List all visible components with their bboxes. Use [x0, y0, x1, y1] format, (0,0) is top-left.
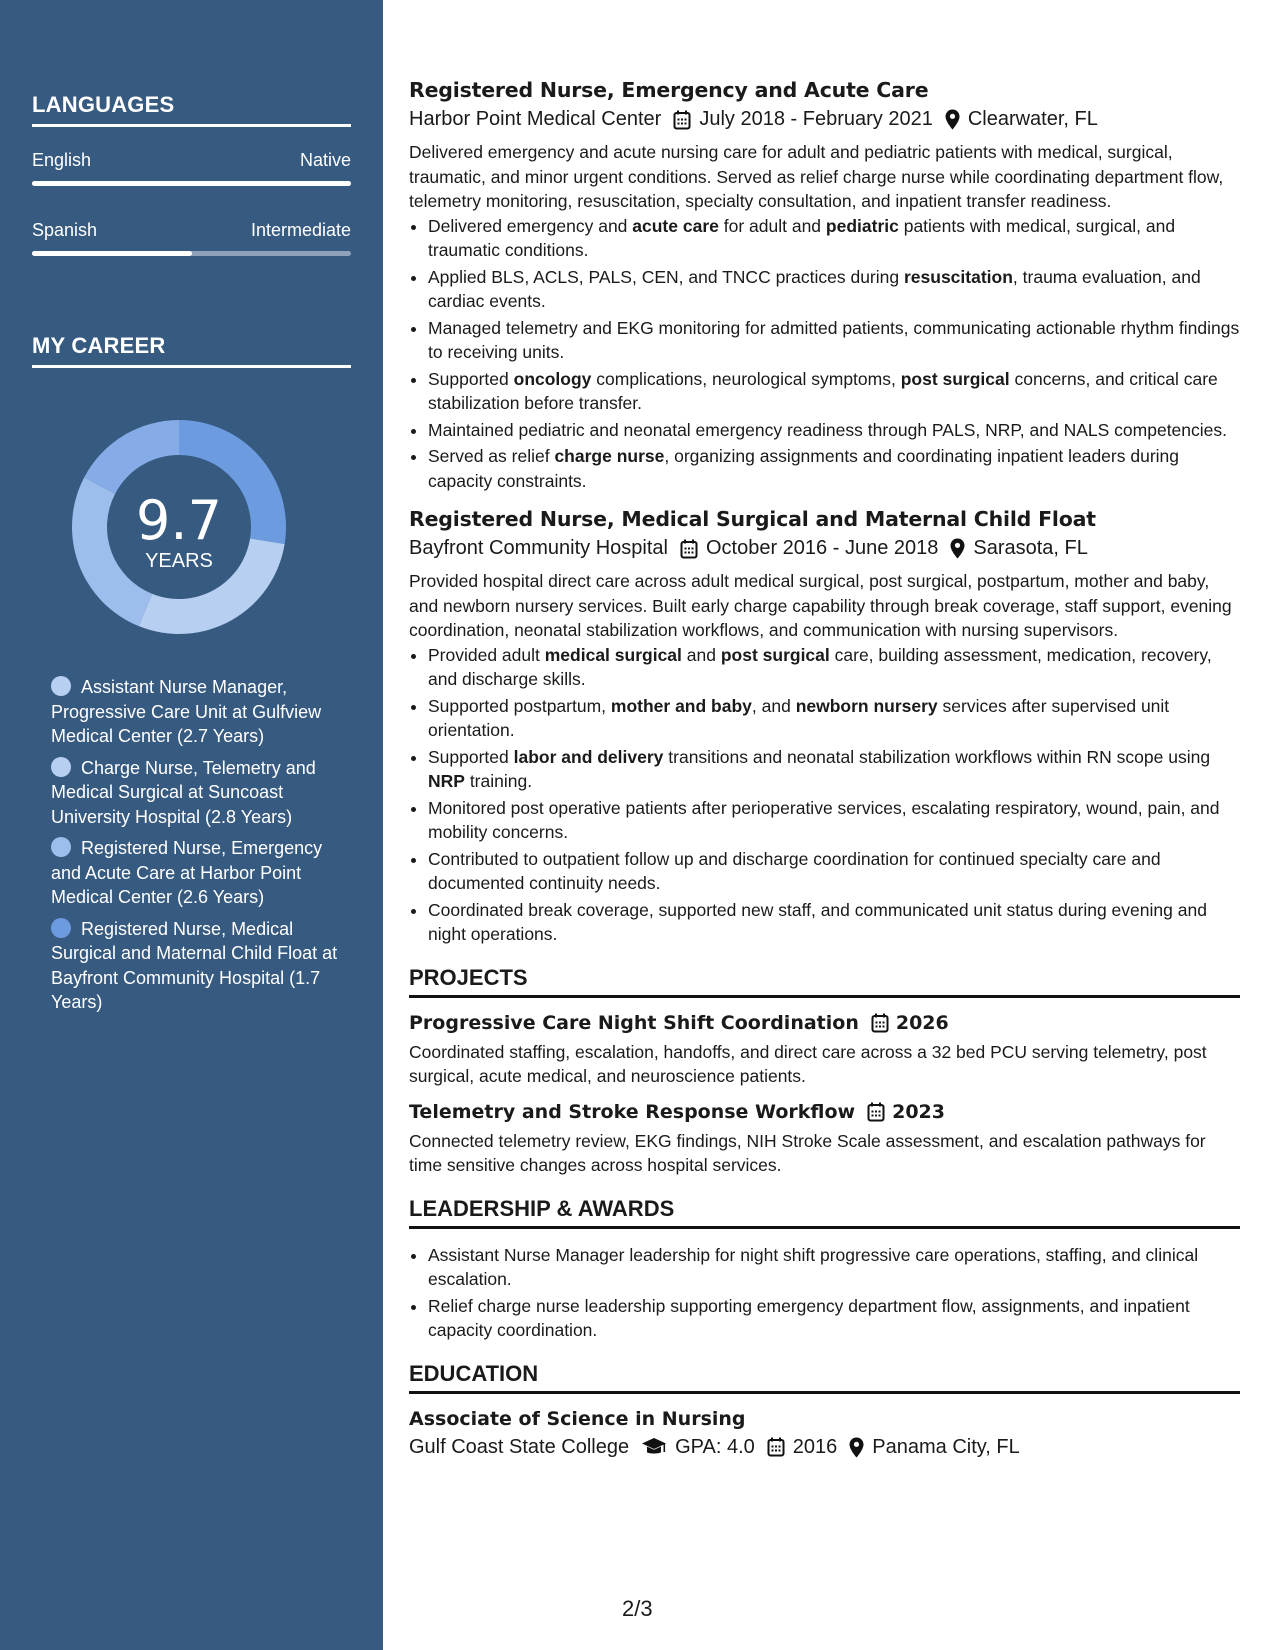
- education-heading: EDUCATION: [409, 1361, 1240, 1394]
- project-title-row: [409, 1101, 1240, 1123]
- job-meta: [409, 108, 1240, 131]
- job-bullets: [409, 214, 1240, 494]
- projects-heading: PROJECTS: [409, 965, 1240, 998]
- leadership-bullets: [409, 1243, 1240, 1343]
- career-item: [51, 756, 341, 830]
- career-item: [51, 675, 341, 749]
- graduation-cap-icon: [641, 1437, 667, 1457]
- bullet-item: • Supported labor and delivery transitions and neonatal stabilization workflows within RN scope using NRP training.: [428, 745, 1240, 794]
- language-name: English: [32, 150, 92, 170]
- school: Gulf Coast State College: [409, 1435, 630, 1458]
- career-item-text: Registered Nurse, Medical Surgical and Maternal Child Float at Bayfront Community Hospital (1.7 Years): [51, 918, 338, 1012]
- bullet-item: • Provided adult medical surgical and post surgical care, building assessment, medication, recovery, and discharge skills.: [428, 643, 1240, 692]
- employer: Bayfront Community Hospital: [409, 537, 668, 559]
- calendar-icon: [867, 1102, 885, 1122]
- project-title: Telemetry and Stroke Response Workflow: [409, 1100, 856, 1123]
- project-title: Progressive Care Night Shift Coordination: [409, 1011, 859, 1034]
- bullet-item: • Served as relief charge nurse, organizing assignments and coordinating inpatient leaders during capacity constraints.: [428, 444, 1240, 493]
- calendar-icon: [767, 1437, 785, 1457]
- career-heading: MY CAREER: [32, 333, 351, 368]
- education-meta: [409, 1436, 1240, 1459]
- location-pin-icon: [950, 538, 965, 559]
- bullet-item: • Monitored post operative patients after perioperative services, escalating respiratory, wound, pain, and mobility concerns.: [428, 796, 1240, 845]
- career-item-text: Registered Nurse, Emergency and Acute Care at Harbor Point Medical Center (2.6 Years): [51, 838, 323, 907]
- bullet-item: • Delivered emergency and acute care for adult and pediatric patients with medical, surgical, and traumatic conditions.: [428, 214, 1240, 263]
- project-item: [409, 1101, 1240, 1178]
- calendar-icon: [871, 1013, 889, 1033]
- language-level: Intermediate: [250, 220, 351, 240]
- bullet-item: • Maintained pediatric and neonatal emergency readiness through PALS, NRP, and NALS competencies.: [428, 418, 1240, 443]
- job-meta: [409, 537, 1240, 560]
- degree: Associate of Science in Nursing: [409, 1407, 746, 1430]
- language-spanish: [32, 220, 351, 256]
- school-location: Panama City, FL: [872, 1435, 1020, 1458]
- project-description: Coordinated staffing, escalation, handoffs, and direct care across a 32 bed PCU serving telemetry, post surgical, acute medical, and neuroscience patients.: [409, 1041, 1207, 1086]
- bullet-item: • Contributed to outpatient follow up and discharge coordination for continued specialty care and documented continuity needs.: [428, 847, 1240, 896]
- career-donut-chart: [67, 415, 291, 639]
- location-pin-icon: [849, 1437, 864, 1458]
- job-title: Registered Nurse, Medical Surgical and Maternal Child Float: [409, 507, 1096, 531]
- project-year: 2023: [892, 1100, 945, 1123]
- education-section: [409, 1361, 1240, 1459]
- leadership-item: • Assistant Nurse Manager leadership for night shift progressive care operations, staffing, and clinical escalation.: [428, 1243, 1240, 1292]
- sidebar: [0, 0, 383, 1650]
- language-bar-fill: [32, 181, 351, 186]
- career-list: [51, 675, 341, 1022]
- bullet-item: • Supported oncology complications, neurological symptoms, post surgical concerns, and critical care stabilization before transfer.: [428, 367, 1240, 416]
- career-item: [51, 836, 341, 910]
- language-level: Native: [299, 150, 351, 170]
- language-bar: [32, 181, 351, 186]
- bullet-item: • Supported postpartum, mother and baby, and newborn nursery services after supervised unit orientation.: [428, 694, 1240, 743]
- job-location: Sarasota, FL: [973, 537, 1088, 559]
- donut-segment: [84, 420, 179, 494]
- leadership-section: [409, 1196, 1240, 1343]
- career-dot: [51, 837, 71, 857]
- job-dates: July 2018 - February 2021: [699, 108, 933, 130]
- gpa: GPA: 4.0: [675, 1435, 755, 1458]
- job-bullets: [409, 643, 1240, 947]
- location-pin-icon: [945, 109, 960, 130]
- project-item: [409, 1012, 1240, 1089]
- project-year: 2026: [895, 1011, 949, 1034]
- career-total-unit: YEARS: [145, 550, 213, 572]
- project-title-row: [409, 1012, 1240, 1034]
- job-entry: [409, 507, 1240, 947]
- calendar-icon: [673, 110, 691, 130]
- projects-section: [409, 965, 1240, 1178]
- page-number: 2/3: [622, 1596, 653, 1621]
- career-total-value: 9.7: [136, 489, 222, 552]
- language-english: [32, 150, 351, 186]
- leadership-heading: LEADERSHIP & AWARDS: [409, 1196, 1240, 1229]
- leadership-item: • Relief charge nurse leadership supporting emergency department flow, assignments, and inpatient capacity coordination.: [428, 1294, 1240, 1343]
- career-dot: [51, 757, 71, 777]
- bullet-item: • Managed telemetry and EKG monitoring for admitted patients, communicating actionable rhythm findings to receiving units.: [428, 316, 1240, 365]
- bullet-item: • Applied BLS, ACLS, PALS, CEN, and TNCC practices during resuscitation, trauma evaluation, and cardiac events.: [428, 265, 1240, 314]
- job-entry: [409, 78, 1240, 493]
- graduation-year: 2016: [792, 1435, 838, 1458]
- job-title: Registered Nurse, Emergency and Acute Care: [409, 78, 929, 102]
- language-bar-fill: [32, 251, 192, 256]
- main-content: [409, 78, 1240, 1468]
- career-dot: [51, 676, 71, 696]
- calendar-icon: [680, 539, 698, 559]
- job-summary: Provided hospital direct care across adult medical surgical, post surgical, postpartum, mother and baby, and newborn nursery services. Built early charge capability through break coverage, staff support, evening coordination, neonatal stabilization workflows, and communication with nursing supervisors.: [409, 571, 1232, 640]
- job-location: Clearwater, FL: [967, 108, 1098, 130]
- languages-heading: LANGUAGES: [32, 92, 351, 127]
- career-item-text: Assistant Nurse Manager, Progressive Care Unit at Gulfview Medical Center (2.7 Years): [51, 677, 322, 746]
- career-item: [51, 917, 341, 1015]
- employer: Harbor Point Medical Center: [409, 108, 662, 130]
- language-bar: [32, 251, 351, 256]
- career-item-text: Charge Nurse, Telemetry and Medical Surgical at Suncoast University Hospital (2.8 Years): [51, 757, 316, 827]
- career-dot: [51, 918, 71, 938]
- language-name: Spanish: [32, 220, 98, 240]
- job-dates: October 2016 - June 2018: [705, 537, 939, 559]
- project-description: Connected telemetry review, EKG findings, NIH Stroke Scale assessment, and escalation pathways for time sensitive changes across hospital services.: [409, 1130, 1206, 1175]
- job-summary: Delivered emergency and acute nursing care for adult and pediatric patients with medical, surgical, traumatic, and minor urgent conditions. Served as relief charge nurse while coordinating department flow, telemetry monitoring, resuscitation, specialty consultation, and inpatient transfer readiness.: [409, 142, 1224, 211]
- bullet-item: • Coordinated break coverage, supported new staff, and communicated unit status during evening and night operations.: [428, 898, 1240, 947]
